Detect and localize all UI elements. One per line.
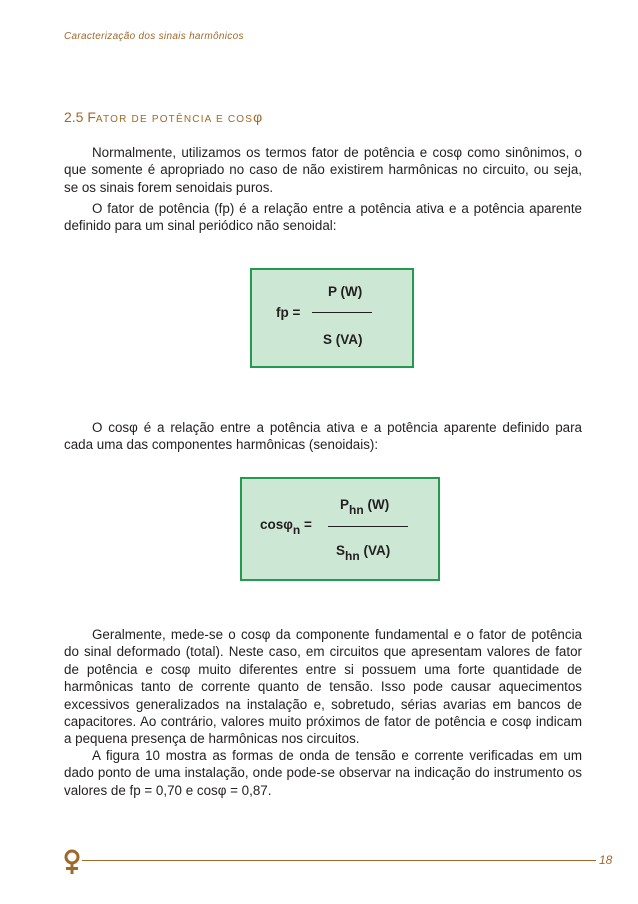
formula1-denominator: S (VA) [323,332,363,347]
paragraph-4 [64,626,582,748]
formula2-eq: = [304,517,312,532]
section-title-phi: φ [253,109,263,125]
paragraph-2 [64,200,582,235]
formula2-lhs-sub: n [292,523,301,537]
formula2-num-main: P [340,497,350,512]
paragraph-1-text: Normalmente, utilizamos os termos fator de potência e cosφ como sinônimos, o que somente é apropriado no caso de não existirem harmônicas no circuito, ou seja, se os sinais forem senoidais puros. [64,145,582,195]
paragraph-3 [64,419,582,454]
section-title-text: ATOR DE POTÊNCIA E COS [95,114,254,125]
page-number: 18 [599,853,613,867]
female-symbol-icon [62,849,82,875]
section-title-initial: F [87,109,96,125]
cos-phi-formula-box [240,477,440,581]
paragraph-3-text: O cosφ é a relação entre a potência ativa e a potência aparente definido para cada uma das componentes harmônicas (senoidais): [64,420,582,453]
power-factor-formula-box [250,268,414,368]
running-header: Caracterização dos sinais harmônicos [64,31,244,42]
formula2-num-unit: (W) [367,497,390,512]
paragraph-5-text: A figura 10 mostra as formas de onda de tensão e corrente verificadas em um dado ponto de uma instalação, onde pode-se observar na indicação do instrumento os valores de fp = 0,70 e cosφ = 0,87. [64,748,582,798]
paragraph-5 [64,747,582,799]
formula2-den-unit: (VA) [363,543,391,558]
paragraph-4-text: Geralmente, mede-se o cosφ da componente fundamental e o fator de potência do sinal deformado (total). Neste caso, em circuitos que apresentam valores de fator de potência e cosφ muito diferentes entre si possuem uma forte quantidade de harmônicas tanto de corrente quanto de tensão. Isso pode causar aquecimentos excessivos generalizados na instalação e, sobretudo, sérias avarias em bancos de capacitores. Ao contrário, valores muito próximos de fator de potência e cosφ indicam a pequena presença de harmônicas nos circuitos. [64,627,582,747]
formula2-denominator [336,543,391,563]
footer-rule [82,860,596,861]
section-heading [64,109,262,125]
formula1-fraction-line [312,312,372,313]
formula2-numerator [340,497,390,517]
section-number: 2.5 [64,109,84,125]
formula2-num-sub: hn [349,503,364,517]
paragraph-2-text: O fator de potência (fp) é a relação entre a potência ativa e a potência aparente definido para um sinal periódico não senoidal: [64,201,582,234]
formula1-lhs: fp = [276,305,301,320]
formula2-den-main: S [336,543,346,558]
formula2-den-sub: hn [345,549,360,563]
formula1-numerator: P (W) [328,284,363,299]
formula2-lhs-main: cosφ [260,517,293,532]
formula2-fraction-line [328,526,408,527]
formula2-lhs [260,517,312,537]
paragraph-1 [64,144,582,196]
